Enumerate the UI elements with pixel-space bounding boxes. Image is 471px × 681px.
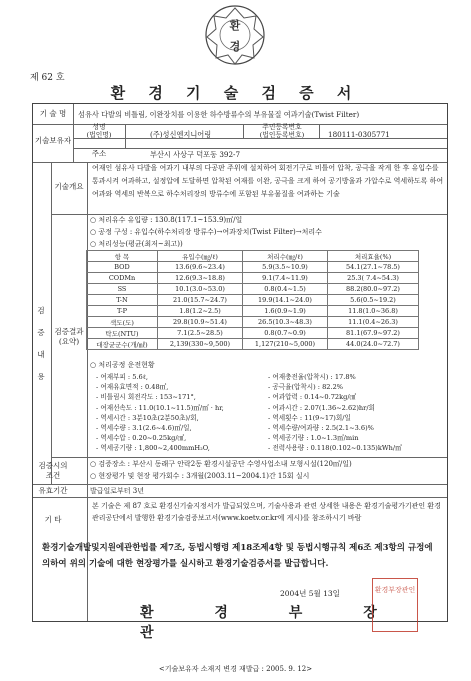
- operation-item: - 역세공기량 : 1.0~1.3㎥/min: [268, 434, 359, 443]
- table-cell: 10.1(3.0~53.0): [158, 284, 243, 295]
- table-cell: 11.8(1.0~36.8): [328, 306, 419, 317]
- table-row: [87, 273, 419, 284]
- table-cell: 1.8(1.2~2.5): [158, 306, 243, 317]
- performance-title: ○ 처리성능(평균(최저~최고)): [90, 240, 183, 248]
- seal-char-1: 환: [229, 19, 241, 32]
- government-seal: [204, 4, 266, 66]
- table-header-cell: 항 목: [87, 251, 158, 262]
- operations-title: ○ 처리공정 운전현황: [90, 361, 155, 369]
- address-value: 부산시 사상구 덕포동 392-7: [150, 150, 241, 159]
- table-header-cell: 처리효율(%): [328, 251, 419, 262]
- seal-emblem-icon: [204, 4, 266, 66]
- table-cell: 29.8(10.9~51.4): [158, 317, 243, 328]
- operation-item: - 여과시간 : 2.07(1.36~2.62)hr/회: [268, 403, 375, 412]
- table-cell: 54.1(27.1~78.5): [328, 262, 419, 273]
- reg-number-label: 주민등록번호 (법인등록번호): [259, 123, 305, 139]
- operation-item: - 여재유효면적 : 0.48㎡,: [96, 383, 169, 392]
- table-header-row: [87, 251, 419, 262]
- table-cell: 11.1(0.4~26.3): [328, 317, 419, 328]
- table-row: [87, 262, 419, 273]
- result-label: 검증결과 (요약): [54, 327, 84, 346]
- table-cell: 81.1(67.9~97.2): [328, 328, 419, 339]
- table-row: [87, 339, 419, 350]
- name-label: 성명 (법인명): [86, 123, 112, 139]
- table-cell: 1,127(210~5,000): [243, 339, 328, 350]
- table-cell: 88.2(80.0~97.2): [328, 284, 419, 295]
- issue-date: 2004년 5월 13일: [280, 589, 340, 598]
- verification-label: 검 증 내 용: [37, 306, 45, 381]
- table-cell: 대장균군수(개/㎖): [87, 339, 158, 350]
- table-cell: 2,139(330~9,500): [158, 339, 243, 350]
- table-cell: 7.1(2.5~28.5): [158, 328, 243, 339]
- table-cell: 44.0(24.0~72.7): [328, 339, 419, 350]
- operation-item: - 여재선속도 : 11.0(10.1~11.5)㎥/㎡ · hr,: [96, 403, 224, 412]
- table-cell: 1.6(0.9~1.9): [243, 306, 328, 317]
- operation-item: - 역세수압 : 0.20~0.25kg/㎠,: [96, 434, 187, 443]
- etc-label: 기 타: [44, 515, 62, 524]
- table-cell: 0.8(0.7~0.9): [243, 328, 328, 339]
- holder-label: 기술보유자: [34, 136, 72, 145]
- table-row: [87, 284, 419, 295]
- tech-name-value: 섬유사 다발의 비틀림, 이완장치를 이용한 하수방류수의 부유물질 여과기술(Twist Filter): [78, 110, 360, 119]
- table-cell: 0.8(0.4~1.5): [243, 284, 328, 295]
- table-cell: 25.3( 7.4~54.3): [328, 273, 419, 284]
- name-value: (주)성신엔지니어링: [150, 130, 212, 139]
- operation-item: - 전력사용량 : 0.118(0.102~0.135)kWh/㎥: [268, 444, 402, 453]
- table-cell: T-P: [87, 306, 158, 317]
- table-cell: 19.9(14.1~24.0): [243, 295, 328, 306]
- table-header-cell: 유입수(㎎/ℓ): [158, 251, 243, 262]
- operation-item: - 역세횟수 : 11(9~17)회/일: [268, 413, 351, 422]
- table-cell: 21.0(15.7~24.7): [158, 295, 243, 306]
- table-row: [87, 306, 419, 317]
- legal-statement: 환경기술개발및지원에관한법률 제7조, 동법시행령 제18조제4항 및 동법시행규칙 제6조 제3항의 규정에 의하여 위의 기술에 대한 현장평가를 실시하고 환경기술검증서를 발급합니다.: [42, 543, 433, 569]
- reg-number-value: 180111-0305771: [328, 130, 390, 139]
- tech-name-label: 기 술 명: [39, 109, 67, 118]
- table-cell: SS: [87, 284, 158, 295]
- signer-title: 환 경 부 장 관: [140, 605, 405, 641]
- official-stamp: [372, 578, 418, 632]
- table-cell: 5.6(0.5~19.2): [328, 295, 419, 306]
- table-row: [87, 295, 419, 306]
- table-cell: 색도(도): [87, 317, 158, 328]
- operation-item: - 여재충전율(압착시) : 17.8%: [268, 373, 356, 381]
- overview-label: 기술개요: [54, 182, 84, 191]
- stamp-text: 환경부장관인: [374, 586, 416, 594]
- operation-item: - 여재부피 : 5.6ℓ,: [96, 373, 148, 381]
- table-cell: 탁도(NTU): [87, 328, 158, 339]
- seal-char-2: 경: [229, 40, 241, 53]
- overview-text: 여재인 섬유사 다발을 여과기 내부의 다공판 주위에 설치하여 회전기구로 비틀어 압착, 공극을 작게 한 후 유입수를 통과시켜 여과하고, 설정압에 도달하면 압착된 여재를 이완, 공극을 크게 하여 공기방울과 가압수로 역세하도록 하여 여과와 역세의 반복으로 하수처리장의 방류수에 포함된 부유물질을 여과하는 기술: [92, 164, 444, 198]
- table-cell: CODMn: [87, 273, 158, 284]
- table-row: [87, 317, 419, 328]
- table-cell: 13.6(9.6~23.4): [158, 262, 243, 273]
- operation-item: - 비틀림시 회전각도 : 153~171°,: [96, 393, 196, 402]
- operations-right-list: [268, 372, 402, 454]
- operation-item: - 공극율(압착시) : 82.2%: [268, 383, 344, 392]
- table-cell: BOD: [87, 262, 158, 273]
- table-row: [87, 328, 419, 339]
- address-label: 주소: [91, 149, 107, 158]
- operation-item: - 역세수량/여과량 : 2.5(2.1~3.6)%: [268, 424, 374, 433]
- validity-value: 발급일로부터 3년: [90, 487, 145, 495]
- operation-item: - 여과압력 : 0.14~0.72kg/㎠: [268, 393, 357, 402]
- validity-label: 유효기간: [38, 486, 68, 495]
- table-cell: T-N: [87, 295, 158, 306]
- process-line: ○ 공정 구성 : 유입수(하수처리장 방류수)→여과장치(Twist Filter)→처리수: [90, 228, 322, 236]
- capacity-line: ○ 처리유수 유입량 : 130.8(117.1~153.9)㎥/일: [90, 216, 243, 224]
- table-cell: 12.6(9.3~18.8): [158, 273, 243, 284]
- operation-item: - 역세시간 : 3분10초(2분50초)/회,: [96, 413, 199, 422]
- conditions-label: 검증시의 조건: [38, 461, 68, 480]
- operation-item: - 역세공기량 : 1,800~2,400mmH₂O,: [96, 444, 210, 453]
- performance-table: [86, 250, 419, 350]
- table-cell: 26.5(10.3~48.3): [243, 317, 328, 328]
- operation-item: - 역세수량 : 3.1(2.6~4.6)㎥/일,: [96, 424, 192, 433]
- table-cell: 5.9(3.5~10.9): [243, 262, 328, 273]
- bottom-note: <기술보유자 소재지 변경 재발급 : 2005. 9. 12>: [158, 665, 313, 673]
- condition-line-2: ○ 현장평가 및 현장 평가회수 : 3개월(2003.11~2004.1)간 15회 실시: [90, 472, 310, 480]
- document-title: 환 경 기 술 검 증 서: [110, 84, 361, 102]
- document-number: 제 62 호: [30, 73, 65, 83]
- operations-left-list: [96, 372, 224, 454]
- etc-text: 본 기술은 제 87 호로 환경신기술지정서가 발급되었으며, 기술사용과 관련 상세한 내용은 환경기술평가기관인 환경관리공단에서 발행한 환경기술검증보고서(www.koetv.or.kr에 게시)를 참조하시기 바람: [92, 502, 441, 522]
- condition-line-1: ○ 검증장소 : 부산시 동래구 안락2동 환경시설공단 수영사업소내 모형시설(120㎥/일): [90, 460, 352, 468]
- table-header-cell: 처리수(㎎/ℓ): [243, 251, 328, 262]
- table-cell: 9.1(7.4~11.9): [243, 273, 328, 284]
